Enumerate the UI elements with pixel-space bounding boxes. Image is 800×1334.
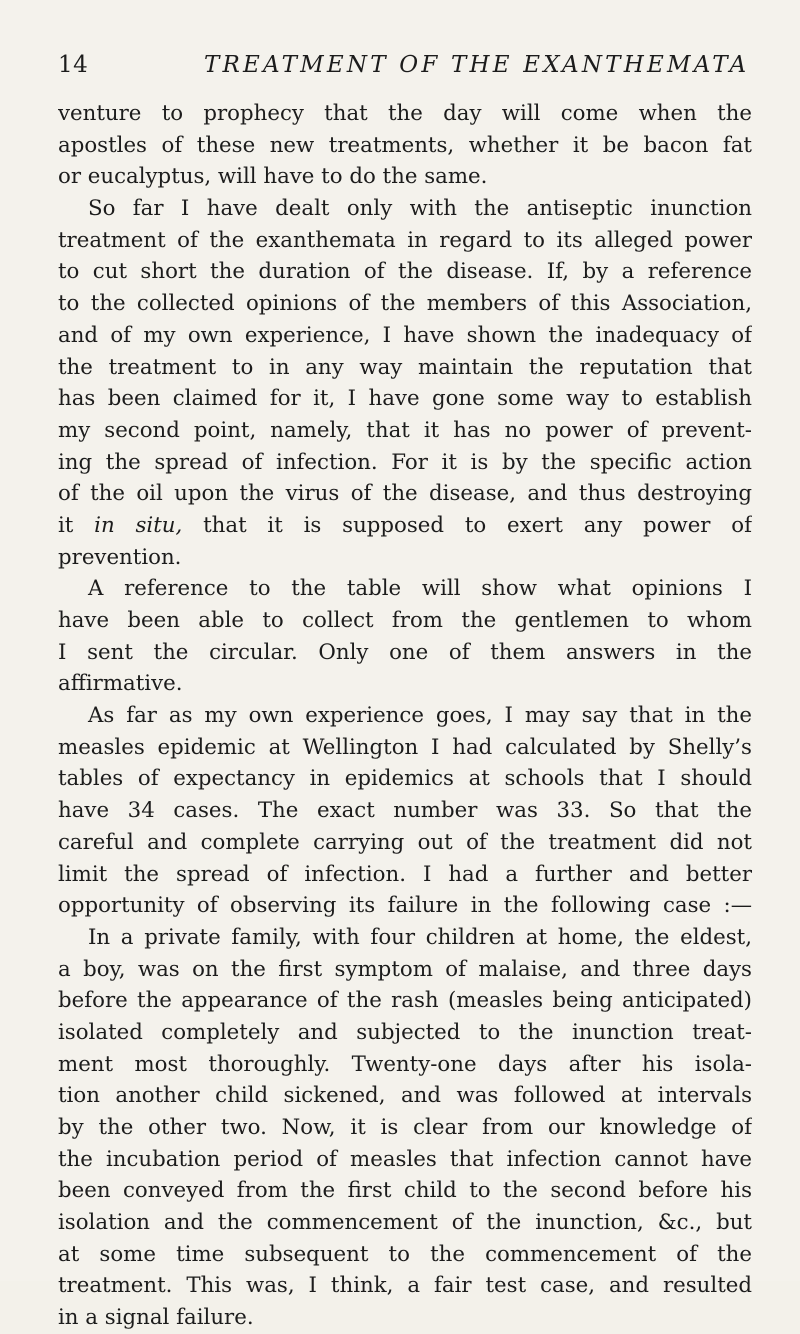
text-line: have 34 cases. The exact number was 33. So that the bbox=[58, 798, 752, 824]
text-line: affirmative. bbox=[58, 671, 183, 697]
text-line: So far I have dealt only with the antiseptic inunction bbox=[88, 196, 752, 222]
text-line: at some time subsequent to the commencement of the bbox=[58, 1241, 752, 1267]
text-line: apostles of these new treatments, whether it be bacon fat bbox=[58, 132, 752, 158]
text-line: measles epidemic at Wellington I had calculated by Shelly’s bbox=[58, 734, 752, 760]
text-line: ment most thoroughly. Twenty-one days after his isola- bbox=[58, 1051, 752, 1077]
text-line: A reference to the table will show what opinions I bbox=[88, 576, 752, 602]
text-line: isolation and the commencement of the inunction, &c., but bbox=[58, 1210, 752, 1236]
text-line: tables of expectancy in epidemics at schools that I should bbox=[58, 766, 752, 792]
text-line: As far as my own experience goes, I may say that in the bbox=[88, 703, 752, 729]
text-line: the incubation period of measles that infection cannot have bbox=[58, 1146, 752, 1172]
text-line: tion another child sickened, and was followed at intervals bbox=[58, 1083, 752, 1109]
running-title: TREATMENT OF THE EXANTHEMATA bbox=[204, 52, 750, 78]
text-line: prevention. bbox=[58, 544, 182, 570]
text-line: opportunity of observing its failure in the following case :— bbox=[58, 893, 752, 919]
text-line: to cut short the duration of the disease. If, by a reference bbox=[58, 259, 752, 285]
text-line: treatment. This was, I think, a fair test case, and resulted bbox=[58, 1273, 752, 1299]
text-line: my second point, namely, that it has no power of prevent- bbox=[58, 417, 752, 443]
text-line-in-situ bbox=[58, 510, 752, 542]
text-line: to the collected opinions of the members of this Association, bbox=[58, 291, 752, 317]
text-line: have been able to collect from the gentlemen to whom bbox=[58, 608, 752, 633]
page-number: 14 bbox=[58, 52, 89, 78]
text-line: of the oil upon the virus of the disease, and thus destroying bbox=[58, 481, 752, 507]
text-segment: that it is supposed to exert any power of bbox=[182, 512, 752, 538]
text-line: treatment of the exanthemata in regard to its alleged power bbox=[58, 227, 752, 253]
text-line: I sent the circular. Only one of them answers in the bbox=[58, 639, 752, 665]
text-segment: it bbox=[58, 512, 95, 538]
text-line: in a signal failure. bbox=[58, 1305, 254, 1331]
body-text bbox=[58, 98, 752, 1334]
italic-in-situ: in situ, bbox=[94, 512, 183, 538]
text-line: before the appearance of the rash (measles being anticipated) bbox=[58, 988, 752, 1014]
page-header bbox=[58, 52, 752, 86]
text-line: the treatment to in any way maintain the reputation that bbox=[58, 354, 752, 380]
text-line: venture to prophecy that the day will come when the bbox=[58, 101, 752, 126]
text-line: or eucalyptus, will have to do the same. bbox=[58, 164, 488, 190]
text-line: has been claimed for it, I have gone some way to establish bbox=[58, 386, 752, 412]
text-line: isolated completely and subjected to the inunction treat- bbox=[58, 1019, 752, 1045]
text-line: limit the spread of infection. I had a further and better bbox=[58, 861, 752, 887]
text-line: by the other two. Now, it is clear from our knowledge of bbox=[58, 1115, 752, 1140]
text-line: In a private family, with four children at home, the eldest, bbox=[88, 924, 752, 950]
text-line: ing the spread of infection. For it is by the specific action bbox=[58, 449, 752, 475]
text-line: been conveyed from the first child to the second before his bbox=[58, 1178, 752, 1204]
text-line: and of my own experience, I have shown the inadequacy of bbox=[58, 322, 752, 348]
text-line: a boy, was on the first symptom of malaise, and three days bbox=[58, 956, 752, 982]
text-line: careful and complete carrying out of the treatment did not bbox=[58, 829, 752, 855]
